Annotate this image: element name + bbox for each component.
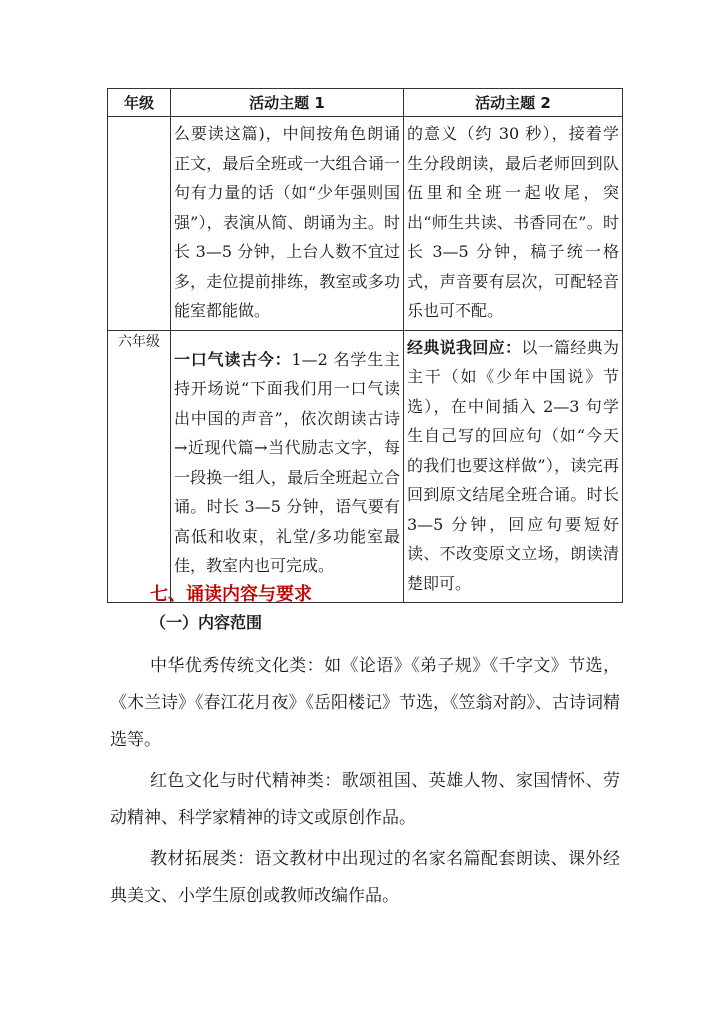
theme1-cell — [171, 117, 404, 331]
activity-table — [107, 88, 623, 603]
table-row — [108, 330, 623, 603]
theme1-text — [171, 331, 403, 585]
theme2-title: 经典说我回应： — [407, 337, 522, 357]
theme2-text — [404, 331, 622, 603]
theme1-text — [171, 117, 403, 330]
section-body — [110, 648, 620, 919]
theme2-body: 的意义（约 30 秒），接着学生分段朗读，最后老师回到队伍里和全班一起收尾，突出“师生共读、书香同在”。时长 3—5 分钟，稿子统一格式，声音要有层次，可配轻音乐也可不配。 — [407, 124, 619, 320]
theme2-text — [404, 117, 622, 330]
paragraph: 中华优秀传统文化类：如《论语》《弟子规》《千字文》节选，《木兰诗》《春江花月夜》《岳阳楼记》节选，《笠翁对韵》、古诗词精选等。 — [110, 656, 620, 750]
theme1-cell — [171, 330, 404, 603]
paragraph: 红色文化与时代精神类：歌颂祖国、英雄人物、家国情怀、劳动精神、科学家精神的诗文或原创作品。 — [110, 771, 620, 828]
header-grade: 年级 — [108, 89, 171, 117]
section-title: 七、诵读内容与要求 — [150, 584, 312, 605]
theme2-cell — [404, 330, 623, 603]
grade-cell: 六年级 — [108, 330, 171, 603]
paragraph: 教材拓展类：语文教材中出现过的名家名篇配套朗读、课外经典美文、小学生原创或教师改编作品。 — [110, 849, 620, 906]
theme2-body: 以一篇经典为主干（如《少年中国说》节选），在中间插入 2—3 句学生自己写的回应句（如“今天的我们也要这样做”），读完再回到原文结尾全班合诵。时长 3—5 分钟，回应句要短好读、不改变原文立场，朗读清楚即可。 — [407, 337, 619, 593]
table-header-row — [108, 89, 623, 117]
header-theme-2: 活动主题 2 — [404, 89, 623, 117]
header-theme-1: 活动主题 1 — [171, 89, 404, 117]
theme1-title: 一口气读古今： — [174, 349, 292, 369]
section-subtitle: （一）内容范围 — [150, 613, 263, 632]
grade-cell — [108, 117, 171, 331]
theme1-body: 1—2 名学生主持开场说“下面我们用一口气读出中国的声音”，依次朗读古诗→近现代篇→当代励志文字，每一段换一组人，最后全班起立合诵。时长 3—5 分钟，语气要有高低和收束，礼堂/多功能室最佳，教室内也可完成。 — [174, 349, 400, 575]
theme2-cell — [404, 117, 623, 331]
theme1-body: 么要读这篇)，中间按角色朗诵正文，最后全班或一大组合诵一句有力量的话（如“少年强则国强”），表演从简、朗诵为主。时长 3—5 分钟，上台人数不宜过多，走位提前排练，教室或多功能室都能做。 — [174, 124, 400, 320]
table-row — [108, 117, 623, 331]
